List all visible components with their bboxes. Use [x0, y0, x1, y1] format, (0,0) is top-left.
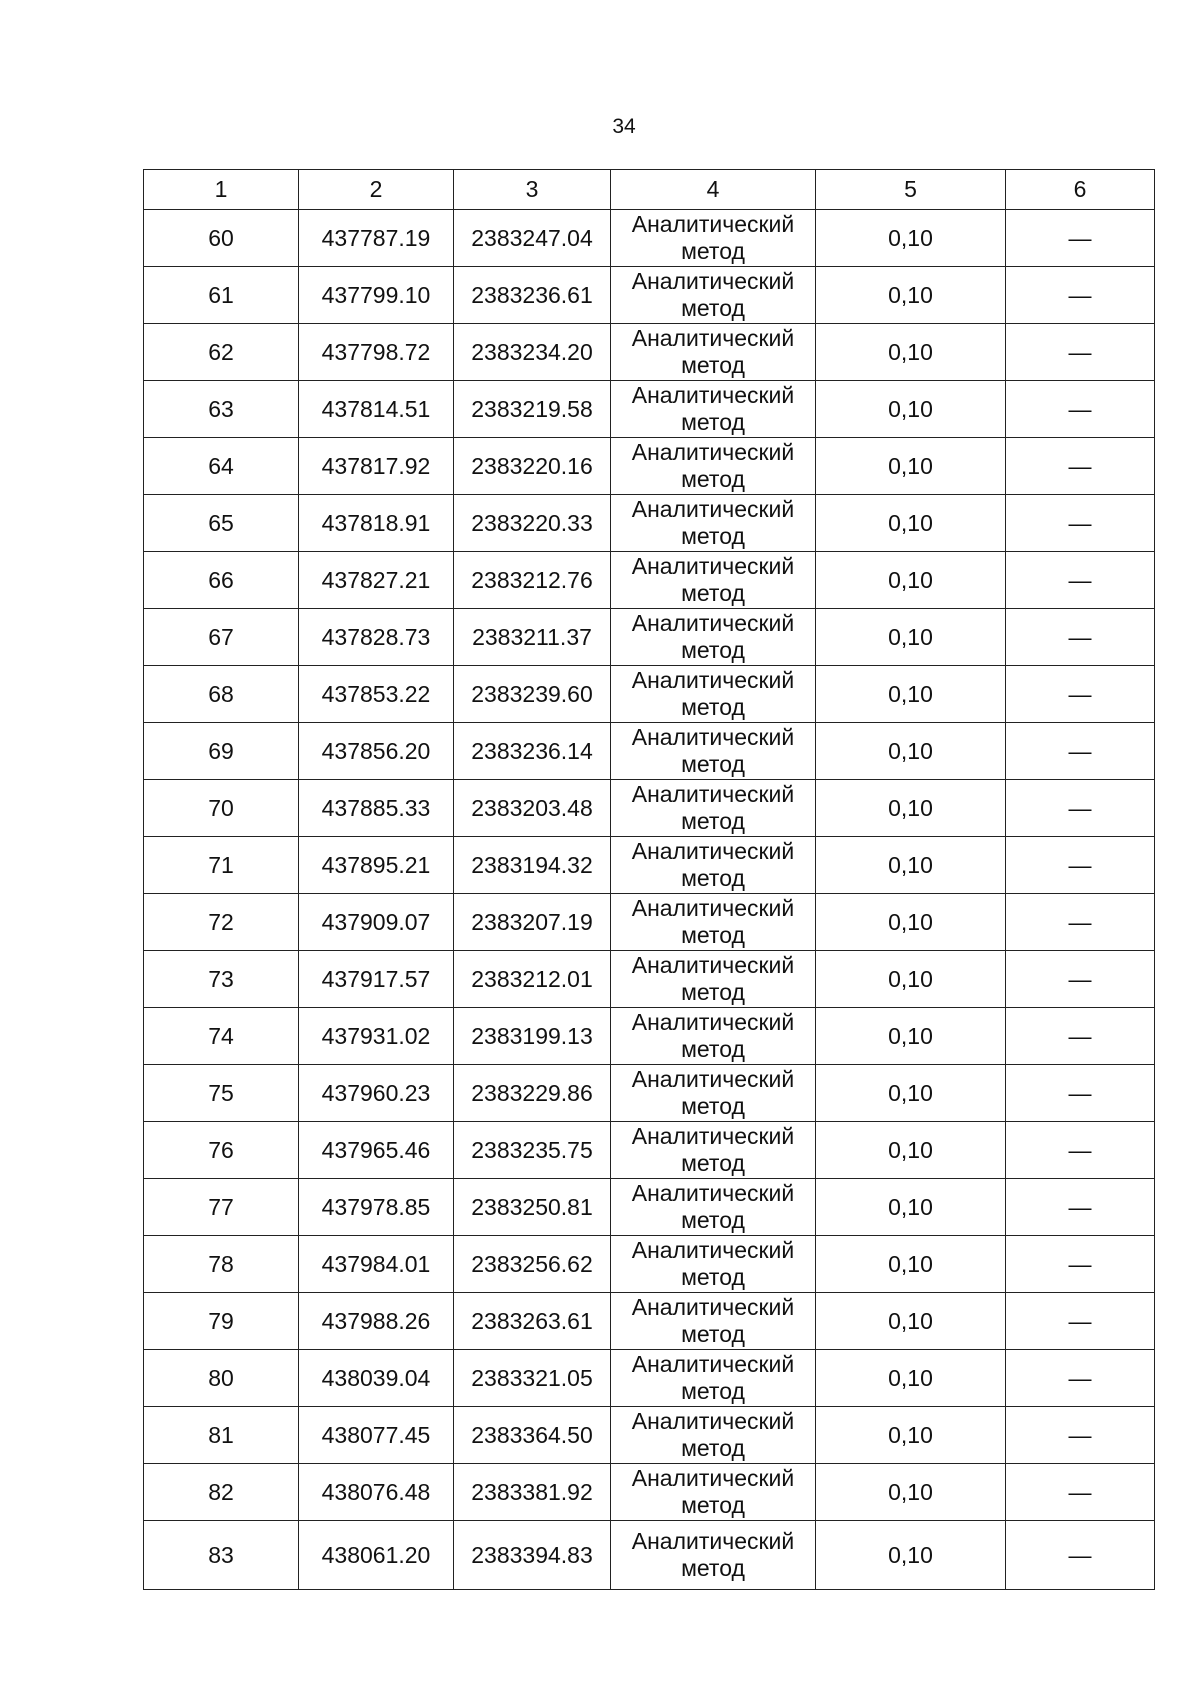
accuracy-cell: 0,10: [816, 1407, 1006, 1464]
accuracy-cell: 0,10: [816, 609, 1006, 666]
x-coordinate-cell: 437814.51: [299, 381, 454, 438]
accuracy-cell: 0,10: [816, 1179, 1006, 1236]
x-coordinate-cell: 438039.04: [299, 1350, 454, 1407]
note-cell: —: [1006, 723, 1155, 780]
note-cell: —: [1006, 1065, 1155, 1122]
method-cell: Аналитический метод: [611, 552, 816, 609]
note-cell: —: [1006, 1407, 1155, 1464]
table-row: [144, 210, 1155, 267]
x-coordinate-cell: 437984.01: [299, 1236, 454, 1293]
note-cell: —: [1006, 1350, 1155, 1407]
y-coordinate-cell: 2383211.37: [454, 609, 611, 666]
point-cell: 76: [144, 1122, 299, 1179]
y-coordinate-cell: 2383236.61: [454, 267, 611, 324]
method-cell: Аналитический метод: [611, 1350, 816, 1407]
header-col-5: 5: [816, 170, 1006, 210]
note-cell: —: [1006, 267, 1155, 324]
table-row: [144, 1407, 1155, 1464]
y-coordinate-cell: 2383212.76: [454, 552, 611, 609]
point-cell: 83: [144, 1521, 299, 1590]
x-coordinate-cell: 437909.07: [299, 894, 454, 951]
note-cell: —: [1006, 837, 1155, 894]
point-cell: 68: [144, 666, 299, 723]
note-cell: —: [1006, 1236, 1155, 1293]
accuracy-cell: 0,10: [816, 1464, 1006, 1521]
x-coordinate-cell: 437818.91: [299, 495, 454, 552]
method-cell: Аналитический метод: [611, 1065, 816, 1122]
note-cell: —: [1006, 666, 1155, 723]
note-cell: —: [1006, 609, 1155, 666]
note-cell: —: [1006, 894, 1155, 951]
y-coordinate-cell: 2383199.13: [454, 1008, 611, 1065]
y-coordinate-cell: 2383234.20: [454, 324, 611, 381]
point-cell: 82: [144, 1464, 299, 1521]
note-cell: —: [1006, 324, 1155, 381]
table-row: [144, 951, 1155, 1008]
point-cell: 65: [144, 495, 299, 552]
method-cell: Аналитический метод: [611, 609, 816, 666]
y-coordinate-cell: 2383321.05: [454, 1350, 611, 1407]
method-cell: Аналитический метод: [611, 780, 816, 837]
accuracy-cell: 0,10: [816, 267, 1006, 324]
header-col-6: 6: [1006, 170, 1155, 210]
method-cell: Аналитический метод: [611, 267, 816, 324]
note-cell: —: [1006, 210, 1155, 267]
table-header: [144, 170, 1155, 210]
table-row: [144, 837, 1155, 894]
accuracy-cell: 0,10: [816, 951, 1006, 1008]
note-cell: —: [1006, 1521, 1155, 1590]
table-row: [144, 1236, 1155, 1293]
note-cell: —: [1006, 1179, 1155, 1236]
method-cell: Аналитический метод: [611, 324, 816, 381]
x-coordinate-cell: 437895.21: [299, 837, 454, 894]
method-cell: Аналитический метод: [611, 837, 816, 894]
point-cell: 70: [144, 780, 299, 837]
x-coordinate-cell: 437828.73: [299, 609, 454, 666]
accuracy-cell: 0,10: [816, 1293, 1006, 1350]
table-body: [144, 210, 1155, 1590]
x-coordinate-cell: 437856.20: [299, 723, 454, 780]
table-row: [144, 552, 1155, 609]
point-cell: 63: [144, 381, 299, 438]
point-cell: 80: [144, 1350, 299, 1407]
y-coordinate-cell: 2383381.92: [454, 1464, 611, 1521]
note-cell: —: [1006, 1293, 1155, 1350]
y-coordinate-cell: 2383203.48: [454, 780, 611, 837]
table-row: [144, 1008, 1155, 1065]
y-coordinate-cell: 2383239.60: [454, 666, 611, 723]
point-cell: 74: [144, 1008, 299, 1065]
method-cell: Аналитический метод: [611, 1008, 816, 1065]
method-cell: Аналитический метод: [611, 666, 816, 723]
note-cell: —: [1006, 1008, 1155, 1065]
point-cell: 77: [144, 1179, 299, 1236]
header-col-3: 3: [454, 170, 611, 210]
x-coordinate-cell: 437817.92: [299, 438, 454, 495]
table-row: [144, 495, 1155, 552]
y-coordinate-cell: 2383236.14: [454, 723, 611, 780]
table-row: [144, 1179, 1155, 1236]
point-cell: 71: [144, 837, 299, 894]
x-coordinate-cell: 438076.48: [299, 1464, 454, 1521]
table-row: [144, 1293, 1155, 1350]
point-cell: 79: [144, 1293, 299, 1350]
method-cell: Аналитический метод: [611, 723, 816, 780]
x-coordinate-cell: 437965.46: [299, 1122, 454, 1179]
header-col-4: 4: [611, 170, 816, 210]
accuracy-cell: 0,10: [816, 1236, 1006, 1293]
accuracy-cell: 0,10: [816, 1521, 1006, 1590]
header-row: [144, 170, 1155, 210]
point-cell: 67: [144, 609, 299, 666]
table-row: [144, 894, 1155, 951]
point-cell: 60: [144, 210, 299, 267]
table-row: [144, 267, 1155, 324]
y-coordinate-cell: 2383194.32: [454, 837, 611, 894]
table-row: [144, 609, 1155, 666]
method-cell: Аналитический метод: [611, 1464, 816, 1521]
table-row: [144, 1065, 1155, 1122]
x-coordinate-cell: 437978.85: [299, 1179, 454, 1236]
table-row: [144, 1464, 1155, 1521]
header-col-2: 2: [299, 170, 454, 210]
point-cell: 72: [144, 894, 299, 951]
method-cell: Аналитический метод: [611, 894, 816, 951]
method-cell: Аналитический метод: [611, 1236, 816, 1293]
point-cell: 62: [144, 324, 299, 381]
accuracy-cell: 0,10: [816, 552, 1006, 609]
coordinates-table: [143, 169, 1155, 1590]
x-coordinate-cell: 438061.20: [299, 1521, 454, 1590]
accuracy-cell: 0,10: [816, 381, 1006, 438]
note-cell: —: [1006, 495, 1155, 552]
point-cell: 81: [144, 1407, 299, 1464]
accuracy-cell: 0,10: [816, 1122, 1006, 1179]
x-coordinate-cell: 437988.26: [299, 1293, 454, 1350]
point-cell: 69: [144, 723, 299, 780]
table-row: [144, 780, 1155, 837]
table-row: [144, 666, 1155, 723]
y-coordinate-cell: 2383207.19: [454, 894, 611, 951]
note-cell: —: [1006, 438, 1155, 495]
header-col-1: 1: [144, 170, 299, 210]
table-row: [144, 723, 1155, 780]
x-coordinate-cell: 437931.02: [299, 1008, 454, 1065]
accuracy-cell: 0,10: [816, 1008, 1006, 1065]
y-coordinate-cell: 2383263.61: [454, 1293, 611, 1350]
x-coordinate-cell: 437960.23: [299, 1065, 454, 1122]
accuracy-cell: 0,10: [816, 1350, 1006, 1407]
method-cell: Аналитический метод: [611, 1407, 816, 1464]
x-coordinate-cell: 437799.10: [299, 267, 454, 324]
x-coordinate-cell: 437885.33: [299, 780, 454, 837]
table-row: [144, 381, 1155, 438]
note-cell: —: [1006, 552, 1155, 609]
point-cell: 78: [144, 1236, 299, 1293]
x-coordinate-cell: 438077.45: [299, 1407, 454, 1464]
x-coordinate-cell: 437827.21: [299, 552, 454, 609]
accuracy-cell: 0,10: [816, 780, 1006, 837]
accuracy-cell: 0,10: [816, 495, 1006, 552]
note-cell: —: [1006, 951, 1155, 1008]
accuracy-cell: 0,10: [816, 894, 1006, 951]
method-cell: Аналитический метод: [611, 951, 816, 1008]
method-cell: Аналитический метод: [611, 1122, 816, 1179]
point-cell: 64: [144, 438, 299, 495]
x-coordinate-cell: 437798.72: [299, 324, 454, 381]
method-cell: Аналитический метод: [611, 381, 816, 438]
table-row: [144, 1122, 1155, 1179]
y-coordinate-cell: 2383235.75: [454, 1122, 611, 1179]
note-cell: —: [1006, 1122, 1155, 1179]
y-coordinate-cell: 2383250.81: [454, 1179, 611, 1236]
method-cell: Аналитический метод: [611, 438, 816, 495]
y-coordinate-cell: 2383212.01: [454, 951, 611, 1008]
y-coordinate-cell: 2383364.50: [454, 1407, 611, 1464]
y-coordinate-cell: 2383219.58: [454, 381, 611, 438]
note-cell: —: [1006, 381, 1155, 438]
point-cell: 75: [144, 1065, 299, 1122]
point-cell: 61: [144, 267, 299, 324]
x-coordinate-cell: 437853.22: [299, 666, 454, 723]
point-cell: 66: [144, 552, 299, 609]
note-cell: —: [1006, 1464, 1155, 1521]
table-row: [144, 1521, 1155, 1590]
method-cell: Аналитический метод: [611, 495, 816, 552]
accuracy-cell: 0,10: [816, 837, 1006, 894]
table-row: [144, 438, 1155, 495]
accuracy-cell: 0,10: [816, 1065, 1006, 1122]
method-cell: Аналитический метод: [611, 1179, 816, 1236]
x-coordinate-cell: 437787.19: [299, 210, 454, 267]
table-row: [144, 324, 1155, 381]
y-coordinate-cell: 2383247.04: [454, 210, 611, 267]
method-cell: Аналитический метод: [611, 1521, 816, 1590]
x-coordinate-cell: 437917.57: [299, 951, 454, 1008]
y-coordinate-cell: 2383220.16: [454, 438, 611, 495]
method-cell: Аналитический метод: [611, 1293, 816, 1350]
page-number: 34: [612, 115, 636, 138]
accuracy-cell: 0,10: [816, 324, 1006, 381]
accuracy-cell: 0,10: [816, 210, 1006, 267]
accuracy-cell: 0,10: [816, 723, 1006, 780]
y-coordinate-cell: 2383256.62: [454, 1236, 611, 1293]
note-cell: —: [1006, 780, 1155, 837]
point-cell: 73: [144, 951, 299, 1008]
y-coordinate-cell: 2383220.33: [454, 495, 611, 552]
accuracy-cell: 0,10: [816, 438, 1006, 495]
y-coordinate-cell: 2383229.86: [454, 1065, 611, 1122]
table-row: [144, 1350, 1155, 1407]
accuracy-cell: 0,10: [816, 666, 1006, 723]
y-coordinate-cell: 2383394.83: [454, 1521, 611, 1590]
method-cell: Аналитический метод: [611, 210, 816, 267]
